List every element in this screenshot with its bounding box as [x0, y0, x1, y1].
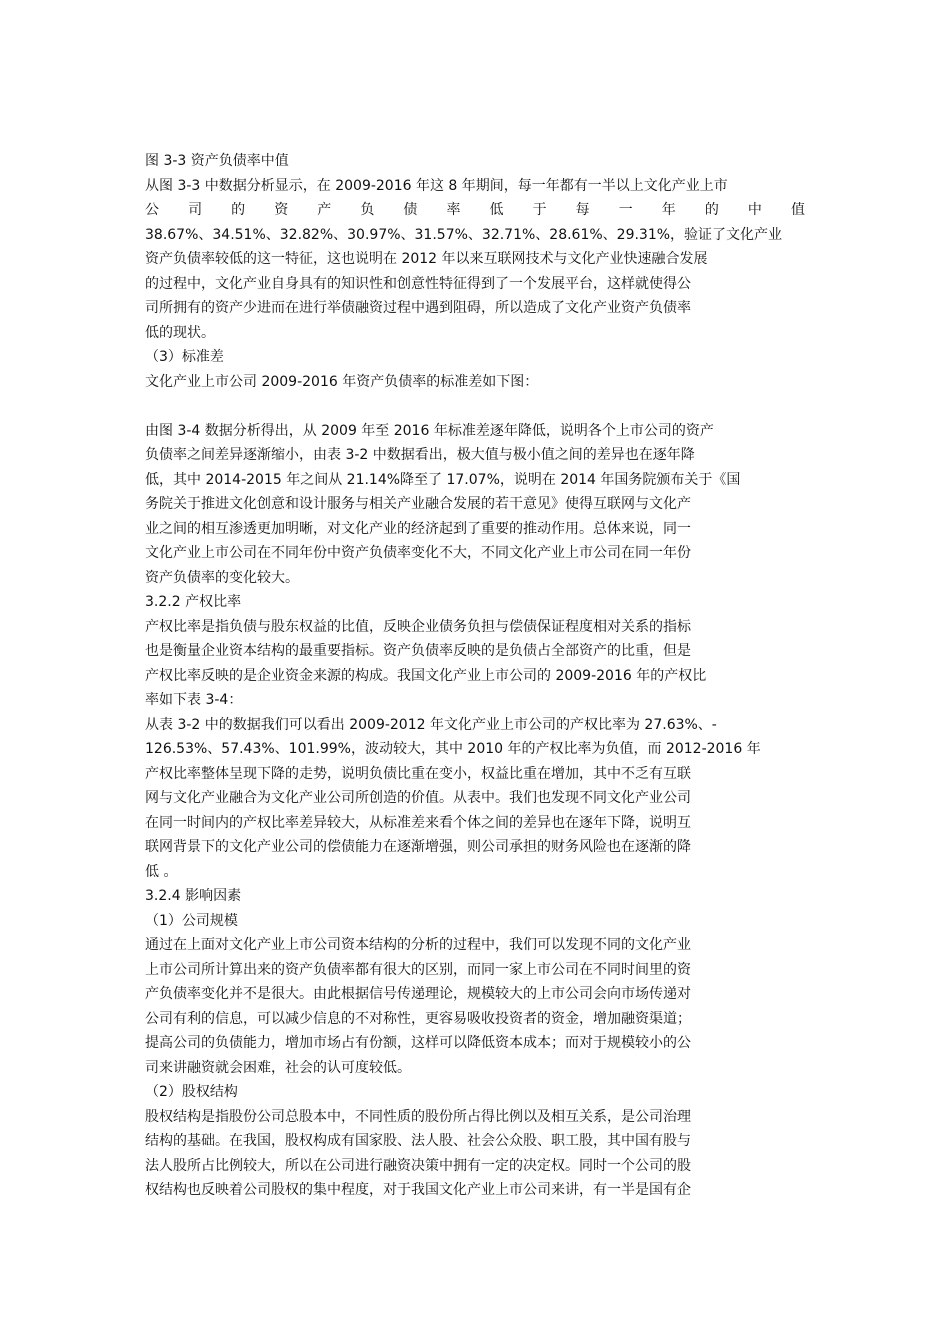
text-line: 资产负债率较低的这一特征，这也说明在 2012 年以来互联网技术与文化产业快速融合发展: [145, 251, 708, 267]
paragraph-std-analysis: [145, 419, 805, 591]
char: 年: [661, 202, 676, 218]
text-line: 司所拥有的资产少进而在进行举债融资过程中遇到阻碍，所以造成了文化产业资产负债率: [145, 300, 691, 316]
paragraph-equity-structure: [145, 1105, 805, 1203]
char: 资: [274, 202, 289, 218]
char: 负: [360, 202, 375, 218]
document-body: [145, 149, 805, 1203]
char: 中: [747, 202, 762, 218]
section-heading-322: 3.2.2 产权比率: [145, 594, 242, 610]
char: 于: [532, 202, 547, 218]
figure-placeholder-gap: [145, 394, 805, 419]
section-heading-324: 3.2.4 影响因素: [145, 888, 242, 904]
text-line: 结构的基础。在我国，股权构成有国家股、法人股、社会公众股、职工股，其中国有股与: [145, 1133, 691, 1149]
text-line: 低 。: [145, 863, 178, 880]
text-line: 产权比率是指负债与股东权益的比值，反映企业债务负担与偿债保证程度相对关系的指标: [145, 618, 691, 635]
text-line: 从图 3-3 中数据分析显示，在 2009-2016 年这 8 年期间，每一年都有一半以上文化产业上市: [145, 177, 728, 194]
char: 产: [317, 202, 332, 218]
subheading-equity-structure: （2）股权结构: [145, 1084, 238, 1100]
text-line: 在同一时间内的产权比率差异较大，从标准差来看个体之间的差异也在逐年下降，说明互: [145, 814, 691, 831]
text-line: 法人股所占比例较大，所以在公司进行融资决策中拥有一定的决定权。同时一个公司的股: [145, 1157, 691, 1174]
char: 公: [145, 202, 159, 218]
char: 司: [188, 202, 203, 218]
text-line: 也是衡量企业资本结构的最重要指标。资产负债率反映的是负债占全部资产的比重，但是: [145, 643, 691, 659]
char: 的: [231, 202, 246, 218]
text-line: 股权结构是指股份公司总股本中，不同性质的股份所占得比例以及相互关系，是公司治理: [145, 1108, 691, 1125]
text-line: 126.53%、57.43%、101.99%，波动较大，其中 2010 年的产权比率为负值，而 2012-2016 年: [145, 741, 761, 757]
text-line: 产负债率变化并不是很大。由此根据信号传递理论，规模较大的上市公司会向市场传递对: [145, 986, 691, 1002]
figure-caption: 图 3-3 资产负债率中值: [145, 153, 289, 169]
section-heading-std: （3）标准差: [145, 349, 224, 365]
std-intro: 文化产业上市公司 2009-2016 年资产负债率的标准差如下图：: [145, 373, 539, 390]
char: 每: [575, 202, 590, 218]
text-line: 业之间的相互渗透更加明晰，对文化产业的经济起到了重要的推动作用。总体来说，同一: [145, 520, 691, 537]
text-line: 文化产业上市公司在不同年份中资产负债率变化不大，不同文化产业上市公司在同一年份: [145, 545, 691, 561]
text-line: 低，其中 2014-2015 年之间从 21.14%降至了 17.07%，说明在 2014 年国务院颁布关于《国: [145, 471, 741, 488]
char: 一: [618, 202, 633, 218]
justified-text-line: [145, 198, 805, 223]
text-line: 联网背景下的文化产业公司的偿债能力在逐渐增强，则公司承担的财务风险也在逐渐的降: [145, 839, 691, 855]
text-line: 的过程中，文化产业自身具有的知识性和创意性特征得到了一个发展平台，这样就使得公: [145, 275, 691, 292]
text-line: 权结构也反映着公司股权的集中程度，对于我国文化产业上市公司来讲，有一半是国有企: [145, 1182, 691, 1198]
paragraph-median-analysis: [145, 174, 805, 346]
char: 值: [790, 202, 805, 218]
char: 率: [446, 202, 461, 218]
char: 的: [704, 202, 719, 218]
text-line: 产权比率整体呈现下降的走势，说明负债比重在变小，权益比重在增加，其中不乏有互联: [145, 765, 691, 782]
text-line: 网与文化产业融合为文化产业公司所创造的价值。从表中。我们也发现不同文化产业公司: [145, 790, 691, 806]
subheading-company-scale: （1）公司规模: [145, 912, 238, 929]
text-line: 负债率之间差异逐渐缩小，由表 3-2 中数据看出，极大值与极小值之间的差异也在逐年降: [145, 447, 695, 463]
text-line: 通过在上面对文化产业上市公司资本结构的分析的过程中，我们可以发现不同的文化产业: [145, 937, 691, 953]
text-line: 上市公司所计算出来的资产负债率都有很大的区别，而同一家上市公司在不同时间里的资: [145, 961, 691, 978]
text-line: 司来讲融资就会困难，社会的认可度较低。: [145, 1059, 411, 1076]
text-line: 务院关于推进文化创意和设计服务与相关产业融合发展的若干意见》使得互联网与文化产: [145, 496, 691, 512]
text-line: 产权比率反映的是企业资金来源的构成。我国文化产业上市公司的 2009-2016 年的产权比: [145, 667, 707, 684]
char: 低: [489, 202, 504, 218]
paragraph-equity-ratio-analysis: [145, 713, 805, 885]
char: 债: [403, 202, 418, 218]
text-line: 从表 3-2 中的数据我们可以看出 2009-2012 年文化产业上市公司的产权比率为 27.63%、-: [145, 716, 717, 733]
paragraph-equity-ratio-definition: [145, 615, 805, 713]
text-line: 公司有利的信息，可以减少信息的不对称性，更容易吸收投资者的资金，增加融资渠道；: [145, 1010, 691, 1027]
text-line: 提高公司的负债能力，增加市场占有份额，这样可以降低资本成本；而对于规模较小的公: [145, 1035, 691, 1051]
paragraph-company-scale: [145, 933, 805, 1080]
text-line: 38.67%、34.51%、32.82%、30.97%、31.57%、32.71%、28.61%、29.31%，验证了文化产业: [145, 226, 783, 243]
text-line: 由图 3-4 数据分析得出，从 2009 年至 2016 年标准差逐年降低，说明各个上市公司的资产: [145, 422, 714, 439]
text-line: 率如下表 3-4：: [145, 692, 243, 708]
text-line: 低的现状。: [145, 324, 215, 341]
text-line: 资产负债率的变化较大。: [145, 569, 299, 586]
